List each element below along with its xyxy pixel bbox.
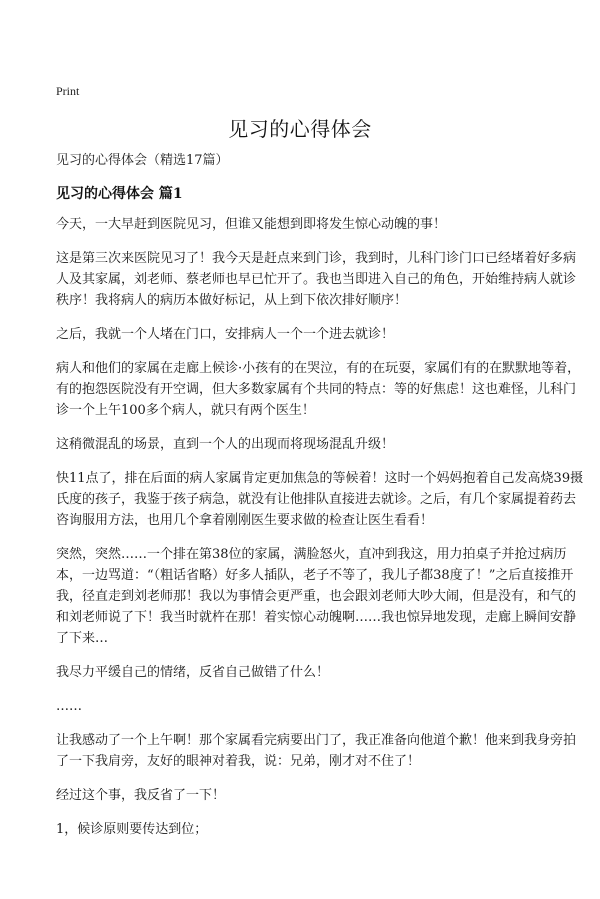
paragraph-11: 1，候诊原则要传达到位；	[56, 822, 208, 837]
paragraph-4: 病人和他们的家属在走廊上候诊·小孩有的在哭泣，有的在玩耍，家属们有的在默默地等着，有的抱怨医院没有开空调，但大多数家属有个共同的特点：等的好焦虑！这也难怪，儿科门诊一个上午100多个病人，就只有两个医生！	[56, 361, 581, 418]
paragraph-7: 突然，突然……一个排在第38位的家属，满脸怒火，直冲到我这，用力拍桌子并抢过病历本，一边骂道：“（粗话省略）好多人插队，老子不等了，我儿子都38度了！”之后直接推开我，径直走到刘老师那！我以为事情会更严重，也会跟刘老师大吵大闹，但是没有，和气的和刘老师说了下！我当时就杵在那！着实惊心动魄啊……我也惊异地发现，走廊上瞬间安静了下来…	[56, 547, 577, 646]
paragraph-5: 这稍微混乱的场景，直到一个人的出现而将现场混乱升级！	[56, 437, 395, 452]
paragraph-1: 今天，一大早赶到医院见习，但谁又能想到即将发生惊心动魄的事！	[56, 217, 447, 232]
paragraph-10: 经过这个事，我反省了一下！	[56, 788, 226, 803]
document-subtitle: 见习的心得体会（精选17篇）	[56, 153, 229, 168]
paragraph-9: 让我感动了一个上午啊！那个家属看完病要出门了，我正准备向他道个歉！他来到我身旁拍了一下我肩旁，友好的眼神对着我，说：兄弟，刚才对不住了！	[56, 733, 577, 769]
paragraph-8: 我尽力平缓自己的情绪，反省自己做错了什么！	[56, 665, 330, 680]
paragraph-3: 之后，我就一个人堵在门口，安排病人一个一个进去就诊！	[56, 327, 395, 342]
print-link[interactable]: Print	[56, 84, 80, 98]
paragraph-2: 这是第三次来医院见习了！我今天是赶点来到门诊，我到时，儿科门诊门口已经堵着好多病人及其家属，刘老师、蔡老师也早已忙开了。我也当即进入自己的角色，开始维持病人就诊秩序！我将病人的病历本做好标记，从上到下依次排好顺序！	[56, 251, 577, 308]
paragraph-ellipsis: ……	[56, 699, 82, 714]
document-body	[56, 214, 584, 853]
document-title: 见习的心得体会	[228, 117, 372, 141]
paragraph-6: 快11点了，排在后面的病人家属肯定更加焦急的等候着！这时一个妈妈抱着自己发高烧39摄氏度的孩子，我鉴于孩子病急，就没有让他排队直接进去就诊。之后，有几个家属提着药去咨询服用方法，也用几个拿着刚刚医生要求做的检查让医生看看！	[56, 471, 584, 528]
section-heading: 见习的心得体会 篇1	[56, 186, 183, 202]
